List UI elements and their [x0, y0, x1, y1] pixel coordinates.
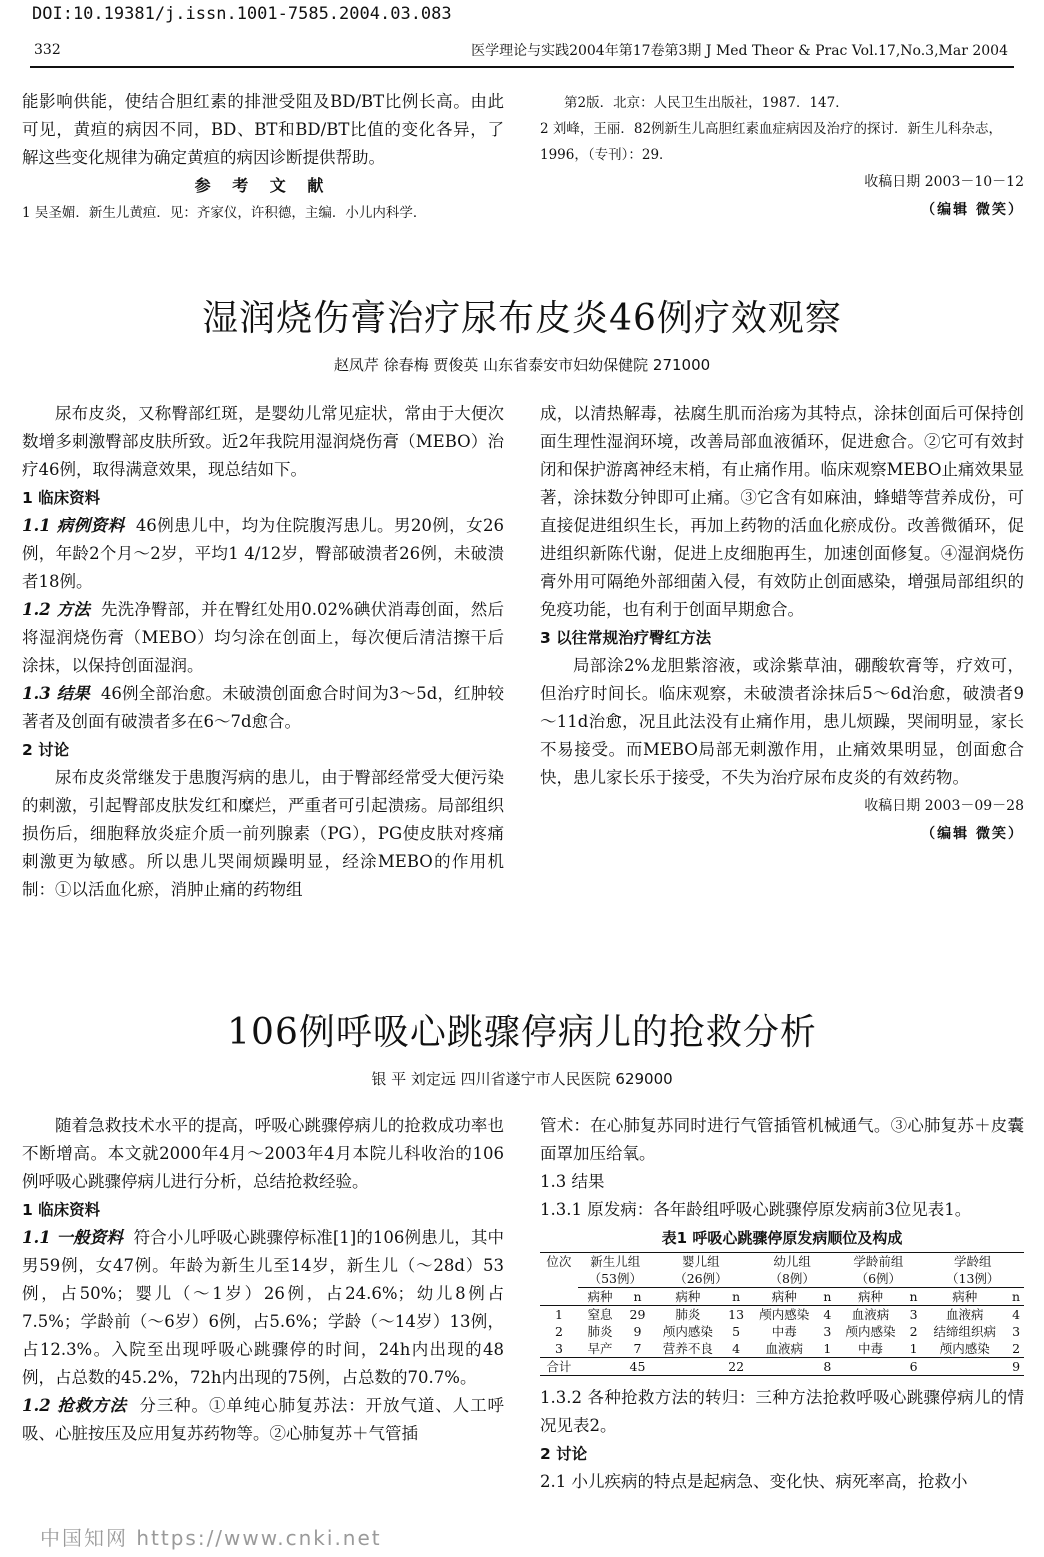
- article2-s132: 1.3.2 各种抢救方法的转归：三种方法抢救呼吸心跳骤停病儿的情况见表2。: [540, 1388, 1024, 1435]
- article1-s11: [22, 512, 504, 596]
- table1-cell: 肺炎: [675, 1307, 701, 1322]
- table1-sub-disease: 病种: [587, 1289, 613, 1304]
- table1-cell: 4: [732, 1341, 741, 1356]
- table1-total-label: 合计: [546, 1359, 572, 1374]
- table1-group-name: 幼儿组 （8例）: [769, 1254, 815, 1286]
- article1-s11-text: 46例患儿中，均为住院腹泻患儿。男20例，女26例，年龄2个月～2岁，平均1 4/12岁，臀部破溃者26例，未破溃者18例。: [22, 516, 504, 591]
- article2-left-column: [22, 1112, 504, 1448]
- article1-title: 湿润烧伤膏治疗尿布皮炎46例疗效观察: [202, 298, 842, 339]
- table1-rank: 3: [554, 1341, 563, 1356]
- table1-sub-n: n: [1012, 1289, 1021, 1304]
- article2-intro: 随着急救技术水平的提高，呼吸心跳骤停病儿的抢救成功率也不断增高。本文就2000年4月～2003年4月本院儿科收治的106例呼吸心跳骤停病儿进行分析，总结抢救经验。: [22, 1116, 504, 1191]
- reference-1-cont: 第2版．北京：人民卫生出版社，1987．147．: [564, 95, 849, 111]
- article2-s11-label: 1.1 一般资料: [22, 1228, 123, 1247]
- table1-cell: 营养不良: [662, 1341, 713, 1356]
- article1-intro: 尿布皮炎，又称臀部红斑，是婴幼儿常见症状，常由于大便次数增多刺激臀部皮肤所致。近2年我院用湿润烧伤膏（MEBO）治疗46例，取得满意效果，现总结如下。: [22, 404, 504, 479]
- table1-cell: 9: [633, 1324, 642, 1339]
- article1-s13-label: 1.3 结果: [22, 684, 90, 703]
- table1-cell: 3: [1012, 1324, 1021, 1339]
- prev-article-text: 能影响供能，使结合胆红素的排泄受阻及BD/BT比例长高。由此可见，黄疸的病因不同，BD、BT和BD/BT比值的变化各异，了解这些变化规律为确定黄疸的病因诊断提供帮助。: [22, 92, 504, 167]
- table1-rank: 1: [554, 1307, 563, 1322]
- table1-rank: 2: [554, 1324, 563, 1339]
- table1-sub-disease: 病种: [675, 1289, 701, 1304]
- editor-note: （编辑 微笑）: [921, 202, 1024, 218]
- article2-section1-heading: 1 临床资料: [22, 1201, 101, 1219]
- table1-sub-n: n: [909, 1289, 918, 1304]
- table1-cell: 4: [823, 1307, 832, 1322]
- table1-cell: 1: [909, 1341, 918, 1356]
- article2-right-column: [540, 1112, 1024, 1496]
- header-rule: [30, 66, 1014, 68]
- table1-cell: 血液病: [765, 1341, 804, 1356]
- table1-sub-disease: 病种: [771, 1289, 797, 1304]
- table1-cell: 肺炎: [587, 1324, 613, 1339]
- table1-group-name: 婴儿组 （26例）: [674, 1254, 728, 1286]
- table1-cell: 血液病: [946, 1307, 984, 1322]
- article1-s12-label: 1.2 方法: [22, 600, 91, 619]
- table1-sub-disease: 病种: [857, 1289, 883, 1304]
- reference-1: 1 吴圣媚．新生儿黄疸．见：齐家仪，许积德，主编．小儿内科学．: [22, 205, 427, 221]
- table1-cell: 结缔组织病: [933, 1324, 997, 1339]
- prev-article-right: [540, 90, 1024, 224]
- table1-cell: 颅内感染: [759, 1307, 810, 1322]
- watermark: 中国知网 https://www.cnki.net: [40, 1526, 382, 1550]
- article1-s12-text: 先洗净臀部，并在臀红处用0.02%碘伏消毒创面，然后将湿润烧伤膏（MEBO）均匀涂在创面上，每次便后清洁擦干后涂抹，以保持创面湿润。: [22, 600, 504, 675]
- article2-right-cont: 管术：在心肺复苏同时进行气管插管机械通气。③心肺复苏＋皮囊面罩加压给氧。: [540, 1116, 1024, 1163]
- received-date: 收稿日期 2003－10－12: [864, 174, 1024, 190]
- table1-cell: 颅内感染: [845, 1324, 896, 1339]
- table1-subheader-row: [540, 1288, 1024, 1306]
- table1-cell: 窒息: [587, 1307, 613, 1322]
- table1-cell: 中毒: [771, 1324, 797, 1339]
- table1-cell: 3: [909, 1307, 918, 1322]
- article1-received-date: 收稿日期 2003－09－28: [864, 798, 1024, 814]
- page-number: 332: [34, 42, 61, 58]
- article1-section3-heading: 3 以往常规治疗臀红方法: [540, 629, 712, 647]
- article1-s13: [22, 680, 504, 736]
- table1-sub-n: n: [823, 1289, 832, 1304]
- table1-cell: 颅内感染: [662, 1324, 713, 1339]
- prev-article-left: [22, 88, 504, 226]
- table1-cell: 颅内感染: [939, 1341, 990, 1356]
- article2-s11: [22, 1224, 504, 1392]
- reference-2: 2 刘峰，王丽．82例新生儿高胆红素血症病因及治疗的探讨．新生儿科杂志，1996，（专刊）：29．: [540, 121, 1003, 163]
- article1-byline: 赵凤芹 徐春梅 贾俊英 山东省泰安市妇幼保健院 271000: [333, 356, 711, 374]
- table1: [540, 1252, 1024, 1376]
- table1-group-row: [540, 1253, 1024, 1288]
- article1-discussion-left: 尿布皮炎常继发于患腹泻病的患儿，由于臀部经常受大便污染的刺激，引起臀部皮肤发红和糜烂，严重者可引起溃疡。局部组织损伤后，细胞释放炎症介质一前列腺素（PG），PG使皮肤对疼痛刺激更为敏感。所以患儿哭闹烦躁明显，经涂MEBO的作用机制：①以活血化瘀，消肿止痛的药物组: [22, 768, 504, 899]
- article1-s12: [22, 596, 504, 680]
- article2-s131: 1.3.1 原发病：各年龄组呼吸心跳骤停原发病前3位见表1。: [540, 1200, 972, 1219]
- article1-discussion-right: 成，以清热解毒，祛腐生肌而治疡为其特点，涂抹创面后可保持创面生理性湿润环境，改善局部血液循环，促进愈合。②它可有效封闭和保护游离神经末梢，有止痛作用。临床观察MEBO止痛效果显著，涂抹数分钟即可止痛。③它含有如麻油，蜂蜡等营养成份，可直接促进组织生长，再加上药物的活血化瘀成份。改善微循环，促进组织新陈代谢，促进上皮细胞再生，加速创面修复。④湿润烧伤膏外用可隔绝外部细菌入侵，有效防止创面感染，增强局部组织的免疫功能，也有利于创面早期愈合。: [540, 404, 1024, 619]
- table1-total: 45: [629, 1359, 646, 1374]
- table1-cell: 2: [909, 1324, 918, 1339]
- table1-group-name: 学龄组 （13例）: [946, 1254, 1000, 1286]
- table1-total-row: [540, 1358, 1024, 1376]
- table1-cell: 7: [633, 1341, 642, 1356]
- table1-cell: 5: [732, 1324, 741, 1339]
- table1-sub-disease: 病种: [952, 1289, 978, 1304]
- table1-cell: 1: [823, 1341, 832, 1356]
- table-row: [540, 1323, 1024, 1340]
- article2-s12-label: 1.2 抢救方法: [22, 1396, 127, 1415]
- article1-s13-text: 46例全部治愈。未破溃创面愈合时间为3～5d，红肿较著者及创面有破溃者多在6～7d愈合。: [22, 684, 504, 731]
- table1-caption: 表1 呼吸心跳骤停原发病顺位及构成: [661, 1229, 903, 1247]
- article2-byline: 银 平 刘定远 四川省遂宁市人民医院 629000: [371, 1070, 673, 1088]
- article2-s12: [22, 1392, 504, 1448]
- article2-s11-text: 符合小儿呼吸心跳骤停标准[1]的106例患儿，其中男59例，女47例。年龄为新生儿至14岁，新生儿（～28d）53例，占50%；婴儿（～1岁）26例，占24.6%；幼儿8例占7.5%；学龄前（～6岁）6例，占5.6%；学龄（～14岁）13例，占12.3%。入院至出现呼吸心跳骤停的时间，24h内出现的48例，占总数的45.2%，72h内出现的75例，占总数的70.7%。: [22, 1228, 505, 1387]
- table1-cell: 4: [1012, 1307, 1021, 1322]
- article2-section2-heading: 2 讨论: [540, 1445, 588, 1463]
- table-row: [540, 1340, 1024, 1358]
- table1-cell: 29: [629, 1307, 646, 1322]
- article2-s13: 1.3 结果: [540, 1172, 605, 1191]
- article2-s12-text: 分三种。①单纯心肺复苏法：开放气道、人工呼吸、心脏按压及应用复苏药物等。②心肺复苏＋气管插: [22, 1396, 504, 1443]
- article1-left-column: [22, 400, 504, 904]
- article1-s3-text: 局部涂2%龙胆紫溶液，或涂紫草油，硼酸软膏等，疗效可，但治疗时间长。临床观察，未破溃者涂抹后5～6d治愈，破溃者9～11d治愈，况且此法没有止痛作用，患儿烦躁，哭闹明显，家长不易接受。而MEBO局部无刺激作用，止痛效果明显，创面愈合快，患儿家长乐于接受，不失为治疗尿布皮炎的有效药物。: [540, 656, 1024, 787]
- table1-cell: 2: [1012, 1341, 1021, 1356]
- table1-group-name: 学龄前组 （6例）: [853, 1254, 904, 1286]
- table1-cell: 中毒: [857, 1341, 883, 1356]
- table1-total: 8: [823, 1359, 832, 1374]
- table1-sub-n: n: [633, 1289, 642, 1304]
- table1-total: 6: [909, 1359, 918, 1374]
- article2-title: 106例呼吸心跳骤停病儿的抢救分析: [227, 1012, 817, 1053]
- table1-cell: 早产: [587, 1341, 613, 1356]
- table1-total: 22: [728, 1359, 745, 1374]
- article1-section1-heading: 1 临床资料: [22, 489, 101, 507]
- table1-cell: 3: [823, 1324, 832, 1339]
- table1-total: 9: [1012, 1359, 1021, 1374]
- article1-editor-note: （编辑 微笑）: [921, 826, 1024, 842]
- article1-right-column: [540, 400, 1024, 848]
- article2-s21: 2.1 小儿疾病的特点是起病急、变化快、病死率高，抢救小: [540, 1472, 968, 1491]
- journal-header: 医学理论与实践2004年第17卷第3期 J Med Theor & Prac Vol.17,No.3,Mar 2004: [471, 43, 1008, 59]
- table1-rank-header: 位次: [546, 1254, 572, 1269]
- references-title: 参 考 文 献: [194, 176, 332, 195]
- table-row: [540, 1306, 1024, 1324]
- table1-cell: 血液病: [851, 1307, 890, 1322]
- table1-cell: 13: [728, 1307, 745, 1322]
- article1-section2-heading: 2 讨论: [22, 741, 70, 759]
- table1-group-name: 新生儿组 （53例）: [588, 1254, 642, 1286]
- article1-s11-label: 1.1 病例资料: [22, 516, 125, 535]
- table1-sub-n: n: [732, 1289, 741, 1304]
- doi: DOI:10.19381/j.issn.1001-7585.2004.03.083: [32, 4, 452, 24]
